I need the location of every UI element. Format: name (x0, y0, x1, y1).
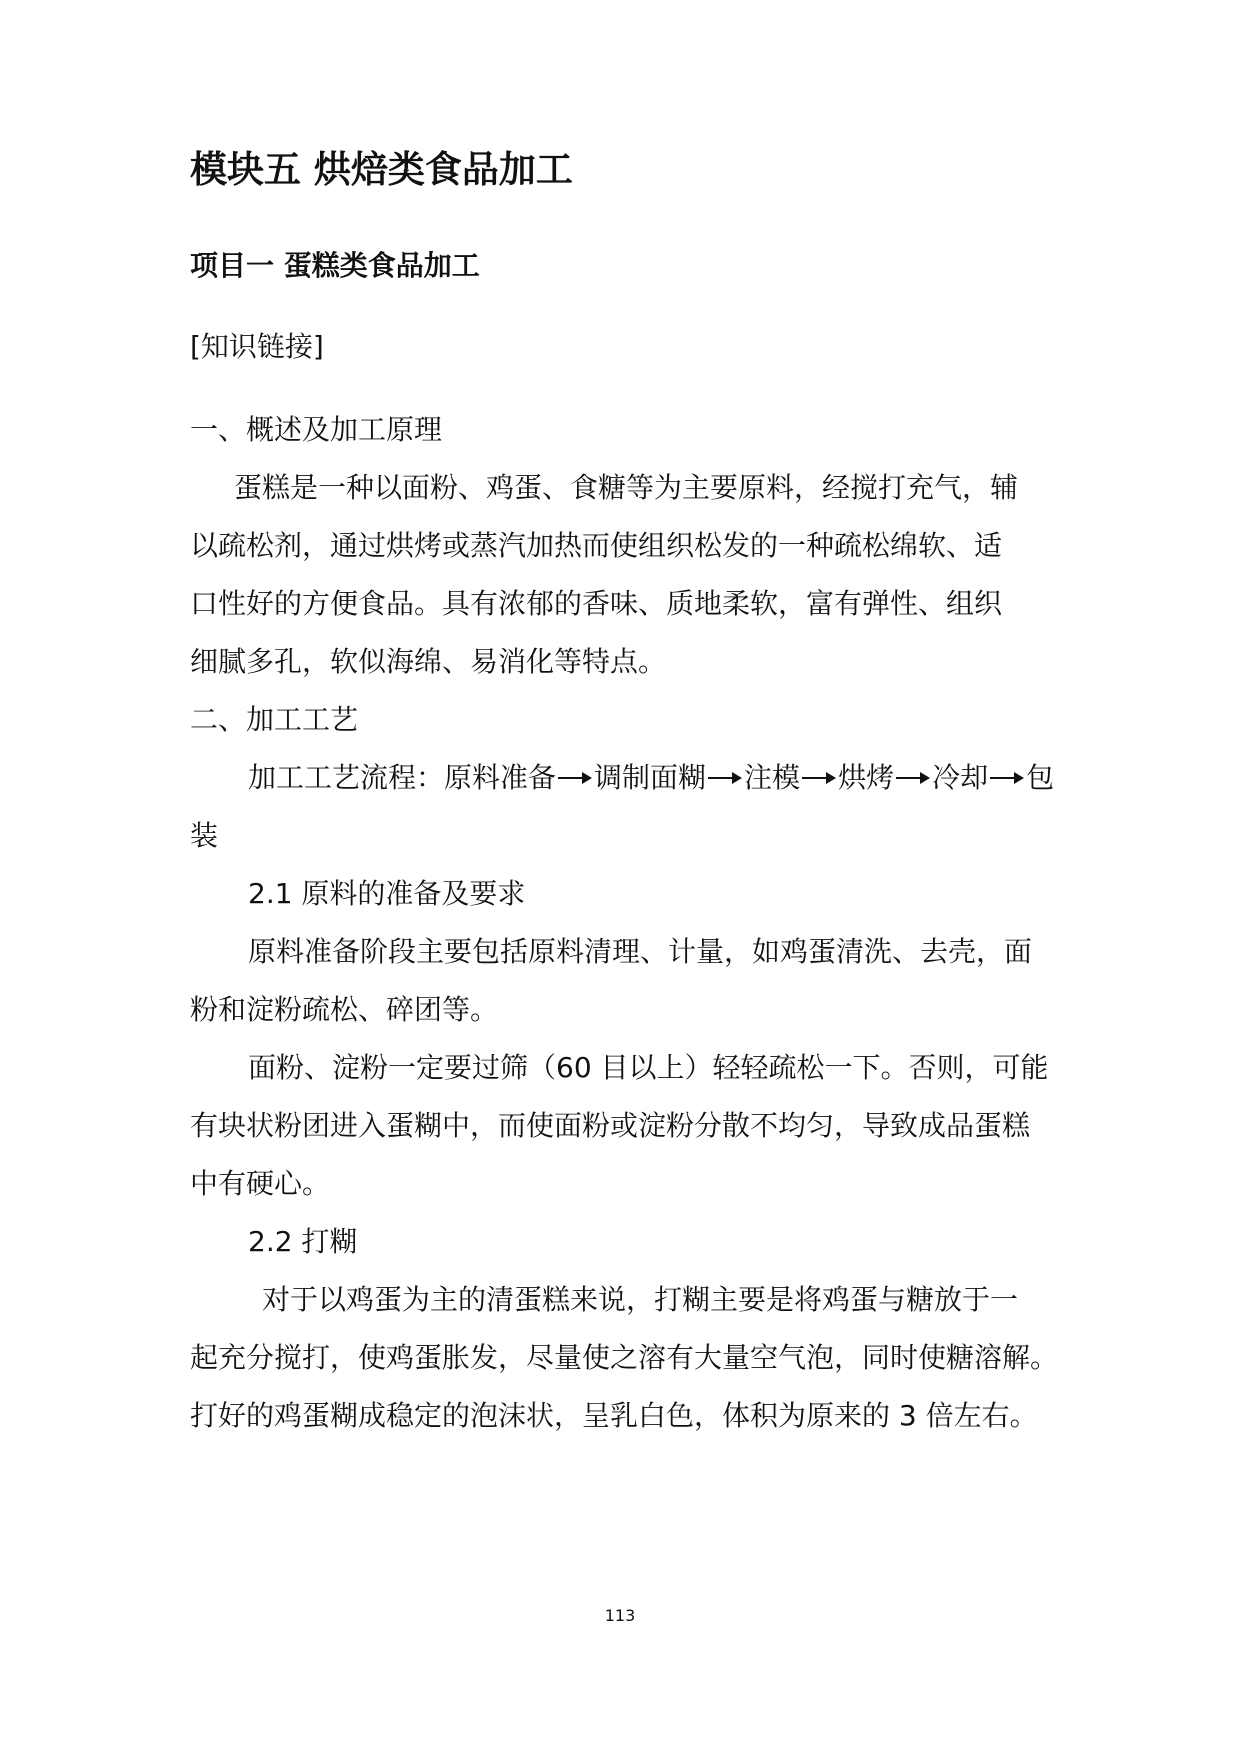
flow-step: 冷却 (932, 761, 989, 794)
section1-line: 细腻多孔，软似海绵、易消化等特点。 (190, 645, 667, 678)
paragraph-line: 起充分搅打，使鸡蛋胀发，尽量使之溶有大量空气泡，同时使糖溶解。 (190, 1341, 1059, 1374)
section1-line: 口性好的方便食品。具有浓郁的香味、质地柔软，富有弹性、组织 (190, 587, 1003, 620)
flow-step: 烘烤 (838, 761, 895, 794)
paragraph-line: 打好的鸡蛋糊成稳定的泡沫状，呈乳白色，体积为原来的 3 倍左右。 (190, 1399, 1038, 1432)
knowledge-link-label: [知识链接] (190, 330, 324, 363)
flow-step: 包 (1026, 761, 1055, 794)
flow-step: 调制面糊 (594, 761, 707, 794)
flow-tail: 装 (190, 819, 219, 852)
arrow-right-icon (896, 771, 930, 785)
paragraph-line: 有块状粉团进入蛋糊中，而使面粉或淀粉分散不均匀，导致成品蛋糕 (190, 1109, 1031, 1142)
paragraph-line: 中有硬心。 (190, 1167, 331, 1200)
flow-step: 原料准备 (444, 761, 557, 794)
arrow-right-icon (990, 771, 1024, 785)
subsection-2-1-heading: 2.1 原料的准备及要求 (248, 877, 526, 910)
paragraph-line: 面粉、淀粉一定要过筛（60 目以上）轻轻疏松一下。否则，可能 (248, 1051, 1049, 1084)
arrow-right-icon (802, 771, 836, 785)
paragraph-line: 原料准备阶段主要包括原料清理、计量，如鸡蛋清洗、去壳，面 (248, 935, 1033, 968)
paragraph-line: 粉和淀粉疏松、碎团等。 (190, 993, 499, 1026)
flow-step: 注模 (744, 761, 801, 794)
section2-heading: 二、加工工艺 (190, 703, 359, 736)
project-title: 项目一 蛋糕类食品加工 (190, 249, 480, 282)
section1-heading: 一、概述及加工原理 (190, 413, 443, 446)
section1-line: 以疏松剂，通过烘烤或蒸汽加热而使组织松发的一种疏松绵软、适 (190, 529, 1003, 562)
subsection-2-2-heading: 2.2 打糊 (248, 1225, 358, 1258)
module-title: 模块五 烘焙类食品加工 (190, 148, 573, 191)
arrow-right-icon (708, 771, 742, 785)
flow-label: 加工工艺流程： (248, 761, 445, 794)
page-number: 113 (604, 1606, 636, 1625)
arrow-right-icon (558, 771, 592, 785)
process-flow (248, 758, 1054, 798)
section1-line: 蛋糕是一种以面粉、鸡蛋、食糖等为主要原料，经搅打充气，辅 (234, 471, 1019, 504)
paragraph-line: 对于以鸡蛋为主的清蛋糕来说，打糊主要是将鸡蛋与糖放于一 (262, 1283, 1019, 1316)
